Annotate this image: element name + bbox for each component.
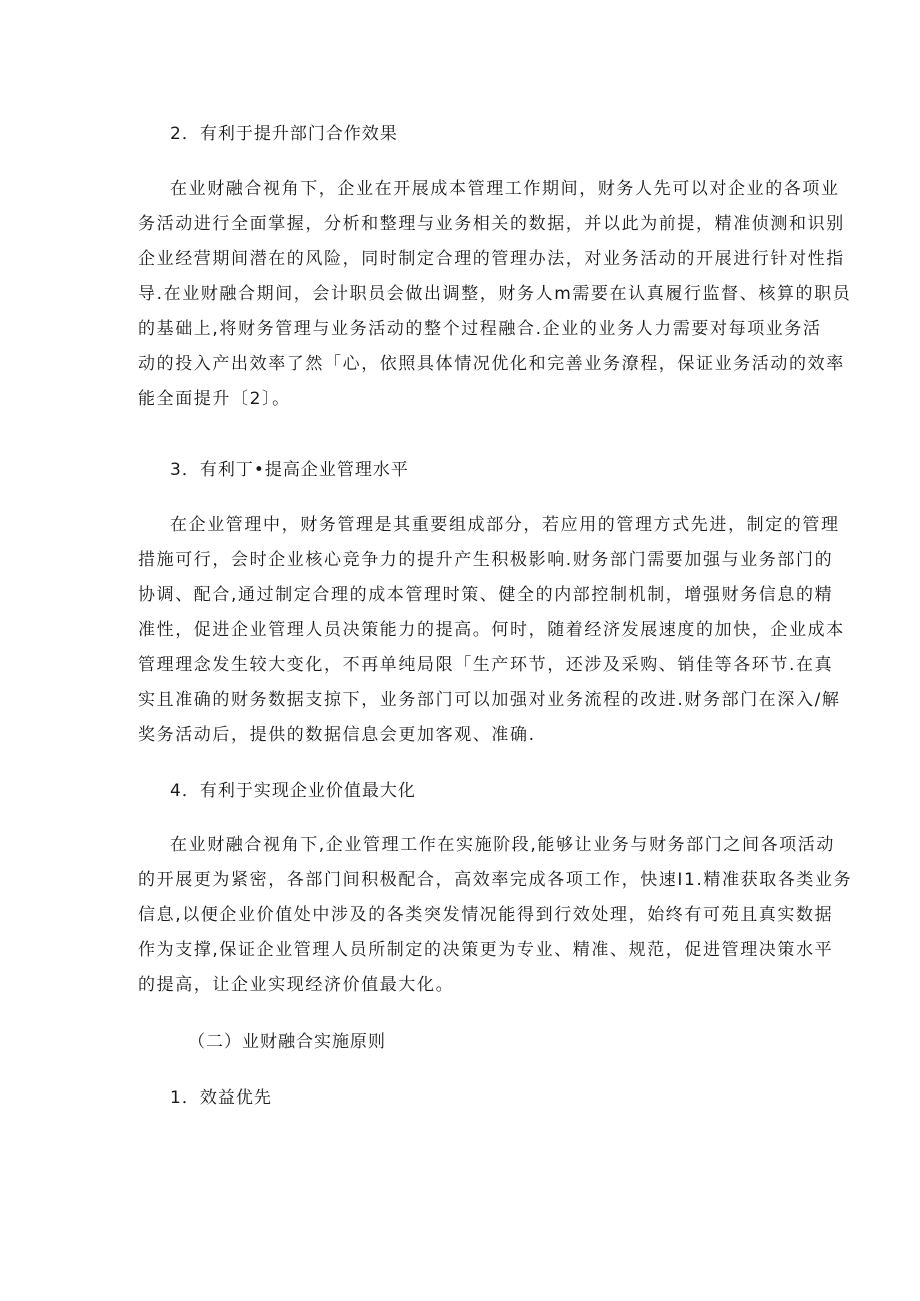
section-2-line-4: 导.在业财融合期间，会计职员会做出调整，财务人m需要在认真履行监督、核算的职员: [138, 284, 852, 304]
section-3-line-6: 实且准确的财务数据支掠下，业务部门可以加强对业务流程的改进.财务部门在深入/解: [138, 690, 841, 710]
section-2-line-7: 能全面提升〔2〕。: [138, 389, 291, 409]
section-3-line-2: 措施可行，会时企业核心竞争力的提升产生积极影响.财务部门需要加强与业务部门的: [138, 550, 834, 570]
section-3-heading: 3．有利丁•提高企业管理水平: [170, 460, 409, 480]
section-3-line-7: 奖务活动后，提供的数据信息会更加客观、准确.: [138, 725, 536, 745]
part-2-heading: （二）业财融合实施原则: [188, 1032, 386, 1052]
section-4-heading: 4．有利于实现企业价值最大化: [170, 781, 416, 801]
section-2-heading: 2．有利于提升部门合作效果: [170, 124, 398, 144]
section-2-line-3: 企业经营期间潜在的风险，同时制定合理的管理办法，对业务活动的开展进行针对性指: [138, 249, 845, 269]
section-3-line-1: 在企业管理中，财务管理是其重要组成部分，若应用的管理方式先进，制定的管理: [170, 515, 840, 535]
section-3-line-4: 准性，促进企业管理人员决策能力的提高。何时，随着经济发展速度的加快，企业成本: [138, 620, 845, 640]
section-4-line-4: 作为支撑,保证企业管理人员所制定的决策更为专业、精准、规范，促进管理决策水平: [138, 940, 834, 960]
section-3-line-3: 协调、配合,通过制定合理的成本管理时策、健全的内部控制机制，增强财务信息的精: [138, 585, 834, 605]
section-2-line-6: 动的投入产出效率了然「心，依照具体情况优化和完善业务潦程，保证业务活动的效率: [138, 354, 845, 374]
section-4-line-1: 在业财融合视角下,企业管理工作在实施阶段,能够让业务与财务部门之间各项活动: [170, 835, 836, 855]
section-2-line-2: 务活动进行全面掌握，分析和整理与业务相关的数据，并以此为前提，精准侦测和识别: [138, 214, 845, 234]
section-4-line-3: 信息,以便企业价值处中涉及的各类突发情况能得到行效处理，始终有可苑且真实数据: [138, 905, 834, 925]
section-3-line-5: 管理理念发生较大变化，不再单纯局限「生产环节，还涉及采购、销佳等各环节.在真: [138, 655, 834, 675]
section-2-line-5: 的基础上,将财务管理与业务活动的整个过程融合.企业的业务人力需要对每项业务活: [138, 319, 822, 339]
principle-1-heading: 1．效益优先: [170, 1088, 272, 1108]
section-4-line-5: 的提高，让企业实现经济价值最大化。: [138, 975, 455, 995]
section-2-line-1: 在业财融合视角下，企业在开展成本管理工作期间，财务人先可以对企业的各项业: [170, 179, 840, 199]
section-4-line-2: 的开展更为紧密，各部门间积极配合，高效率完成各项工作，快速I1.精准获取各类业务: [138, 870, 853, 890]
